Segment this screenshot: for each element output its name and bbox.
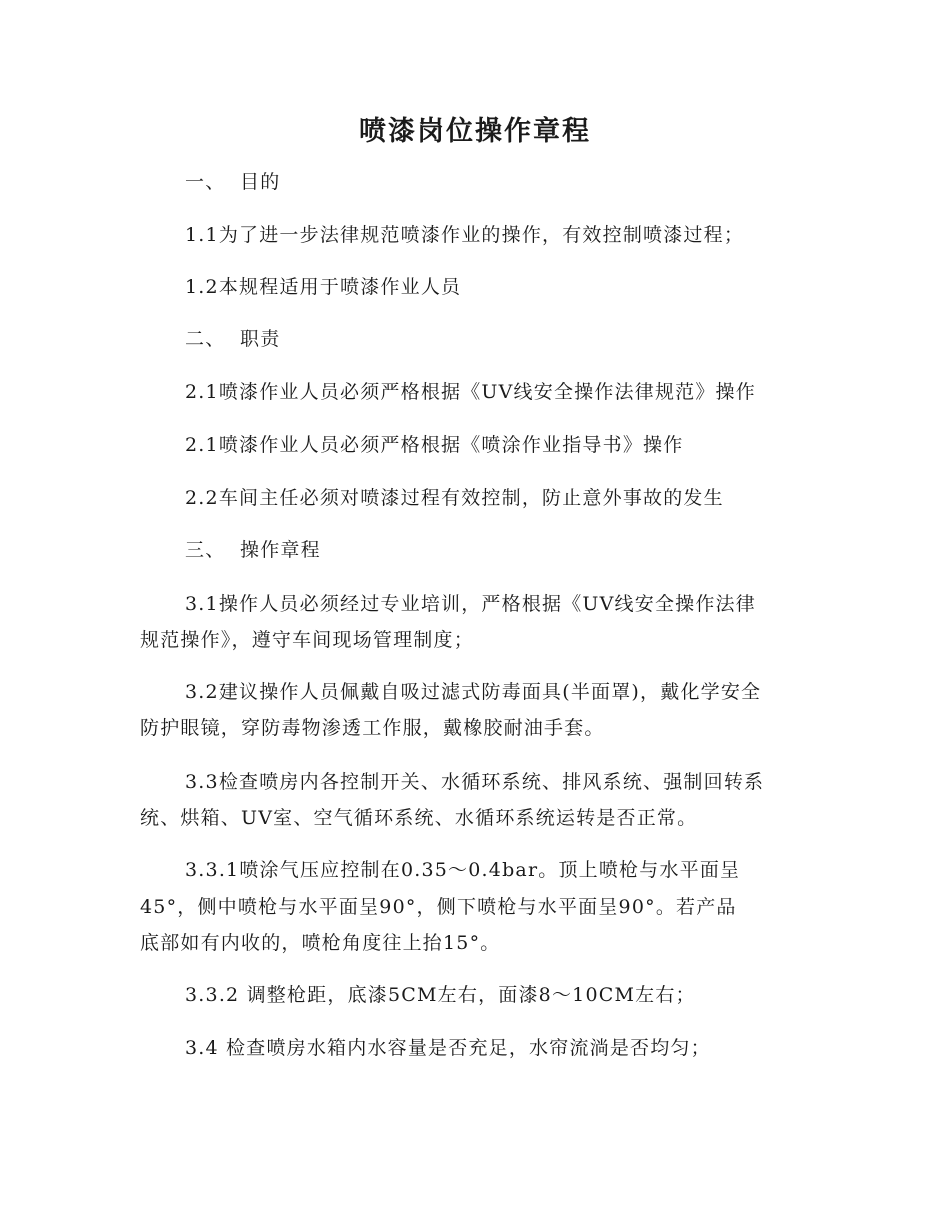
paragraph-1-2: 1.2本规程适用于喷漆作业人员: [185, 276, 462, 298]
section-number: 一、: [185, 171, 226, 193]
paragraph-3-3-line-2: 统、烘箱、UV室、空气循环系统、水循环系统运转是否正常。: [140, 807, 698, 829]
document-title: 喷漆岗位操作章程: [359, 116, 591, 147]
paragraph-3-1-line-2: 规范操作》，遵守车间现场管理制度；: [140, 629, 474, 651]
section-number: 三、: [185, 539, 226, 561]
paragraph-3-2-line-1: 3.2建议操作人员佩戴自吸过滤式防毒面具(半面罩)，戴化学安全: [185, 681, 762, 703]
paragraph-1-1: 1.1为了进一步法律规范喷漆作业的操作，有效控制喷漆过程；: [185, 224, 745, 246]
paragraph-3-4: 3.4 检查喷房水箱内水容量是否充足，水帘流淌是否均匀；: [185, 1037, 711, 1059]
section-heading-text: 操作章程: [240, 539, 321, 561]
paragraph-3-3-1-line-2: 45°，侧中喷枪与水平面呈90°，侧下喷枪与水平面呈90°。若产品: [140, 896, 737, 918]
paragraph-2-1-guide: 2.1喷漆作业人员必须严格根据《喷涂作业指导书》操作: [185, 434, 684, 456]
section-heading-duties: [185, 325, 280, 353]
section-number: 二、: [185, 328, 226, 350]
paragraph-3-3-line-1: 3.3检查喷房内各控制开关、水循环系统、排风系统、强制回转系: [185, 771, 765, 793]
paragraph-2-1-uv: 2.1喷漆作业人员必须严格根据《UV线安全操作法律规范》操作: [185, 381, 756, 403]
section-heading-purpose: [185, 168, 280, 196]
section-heading-text: 职责: [240, 328, 281, 350]
paragraph-2-2: 2.2车间主任必须对喷漆过程有效控制，防止意外事故的发生: [185, 487, 724, 509]
paragraph-3-1-line-1: 3.1操作人员必须经过专业培训，严格根据《UV线安全操作法律: [185, 593, 756, 615]
paragraph-3-3-2: 3.3.2 调整枪距，底漆5CM左右，面漆8～10CM左右；: [185, 984, 696, 1006]
section-heading-text: 目的: [240, 171, 281, 193]
section-heading-procedure: [185, 536, 321, 564]
paragraph-3-2-line-2: 防护眼镜，穿防毒物渗透工作服，戴橡胶耐油手套。: [140, 717, 605, 739]
paragraph-3-3-1-line-1: 3.3.1喷涂气压应控制在0.35～0.4bar。顶上喷枪与水平面呈: [185, 859, 741, 881]
paragraph-3-3-1-line-3: 底部如有内收的，喷枪角度往上抬15°。: [140, 932, 501, 954]
